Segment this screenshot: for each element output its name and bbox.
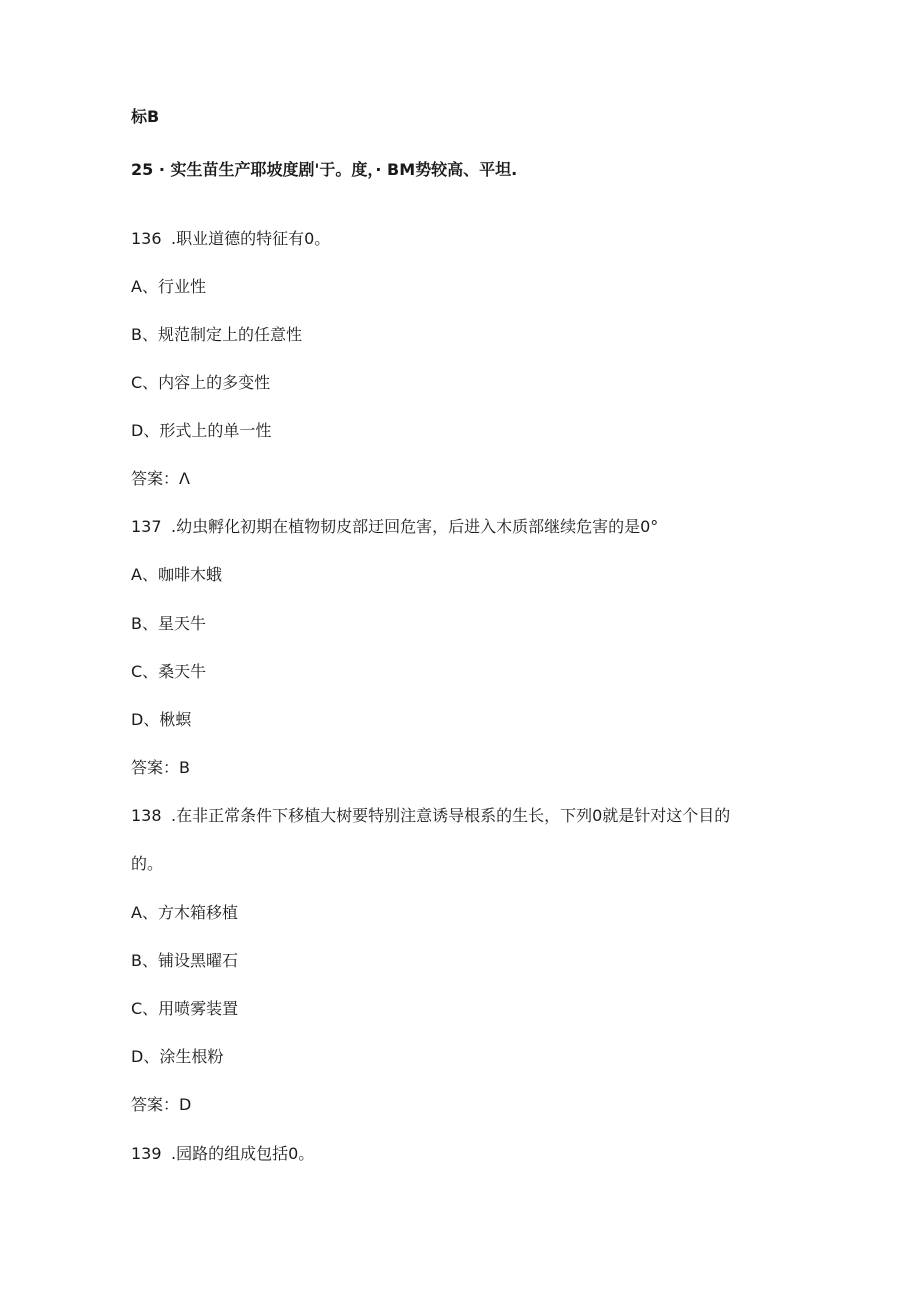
question-138-option-c: C、用喷雾装置 <box>131 999 239 1018</box>
question-138-stem <box>131 806 730 826</box>
question-136-option-d: D、形式上的单一性 <box>131 421 272 440</box>
question-137-option-b: B、星天牛 <box>131 614 206 633</box>
question-136-answer: 答案：Λ <box>131 469 190 488</box>
question-137-option-d: D、楸螟 <box>131 710 192 729</box>
question-136-option-a: A、行业性 <box>131 277 206 296</box>
item-25-text: 25 · 实生苗生产耶坡度剧'于。度，· BM势较高、平坦. <box>131 160 518 179</box>
question-number: 138 <box>131 806 162 825</box>
question-137-stem <box>131 517 658 537</box>
question-138-option-b: B、铺设黑曜石 <box>131 951 238 970</box>
question-138-option-d: D、涂生根粉 <box>131 1047 224 1066</box>
question-138-answer: 答案：D <box>131 1095 192 1114</box>
question-number: 137 <box>131 517 162 536</box>
question-number: 139 <box>131 1144 162 1163</box>
question-text: .园路的组成包括0。 <box>171 1144 315 1163</box>
question-137-answer: 答案：B <box>131 758 190 777</box>
question-text: .幼虫孵化初期在植物韧皮部迂回危害，后进入木质部继续危害的是0° <box>171 517 659 536</box>
question-139-stem <box>131 1144 314 1164</box>
question-text: .在非正常条件下移植大树要特别注意诱导根系的生长，下列0就是针对这个目的 <box>171 806 731 825</box>
question-137-option-a: A、咖啡木蛾 <box>131 565 222 584</box>
question-136-option-c: C、内容上的多变性 <box>131 373 271 392</box>
question-138-option-a: A、方木箱移植 <box>131 903 238 922</box>
fragment-label: 标B <box>131 107 160 126</box>
question-138-stem-continued: 的。 <box>131 854 164 873</box>
question-137-option-c: C、桑天牛 <box>131 662 207 681</box>
question-136-option-b: B、规范制定上的任意性 <box>131 325 302 344</box>
question-text: .职业道德的特征有0。 <box>171 229 331 248</box>
question-number: 136 <box>131 229 162 248</box>
question-136-stem <box>131 229 330 249</box>
